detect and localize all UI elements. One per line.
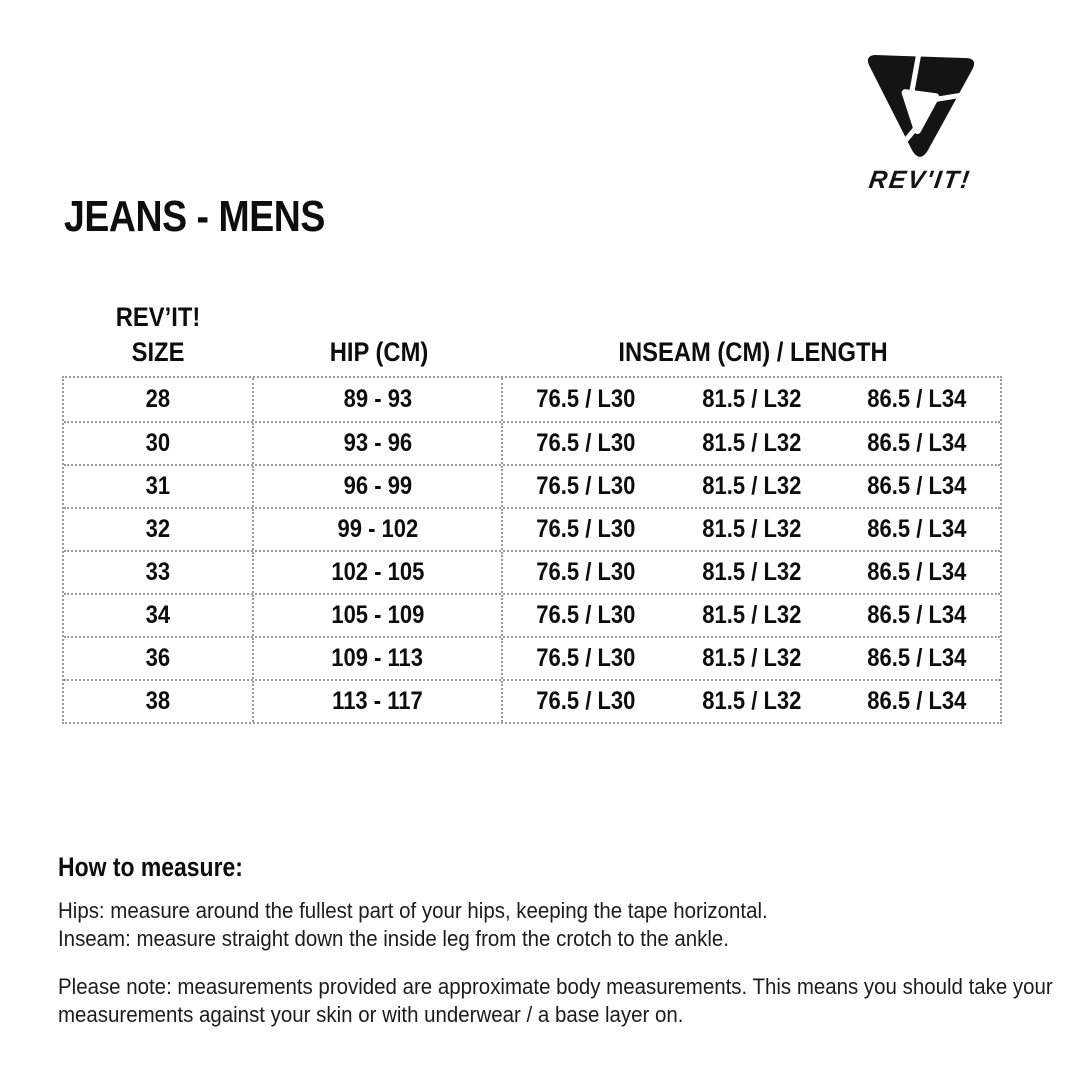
hip-cell xyxy=(254,466,503,507)
inseam-value: 76.5 / L30 xyxy=(536,385,636,413)
table-row xyxy=(64,464,1000,507)
inseam-value: 81.5 / L32 xyxy=(701,601,802,629)
note-line xyxy=(58,1001,1068,1029)
hip-value: 93 - 96 xyxy=(343,429,412,457)
hip-value: 99 - 102 xyxy=(337,515,418,543)
inseam-instruction xyxy=(58,925,1068,953)
size-cell xyxy=(64,378,254,421)
how-to-measure-heading xyxy=(58,852,1068,883)
size-value: 31 xyxy=(145,472,171,500)
table-row xyxy=(64,679,1000,722)
inseam-value: 76.5 / L30 xyxy=(536,558,636,586)
revit-wordmark: REV'IT! xyxy=(867,166,973,194)
inseam-value: 76.5 / L30 xyxy=(536,515,636,543)
hips-instruction-text: Hips: measure around the fullest part of your hips, keeping the tape horizontal. xyxy=(58,898,768,923)
hip-cell xyxy=(254,595,503,636)
inseam-value: 81.5 / L32 xyxy=(701,644,802,672)
hip-cell xyxy=(254,638,503,679)
hips-instruction xyxy=(58,897,1068,925)
size-value: 38 xyxy=(145,687,171,715)
inseam-value: 86.5 / L34 xyxy=(867,429,967,457)
inseam-cell xyxy=(503,378,1000,421)
inseam-value: 86.5 / L34 xyxy=(867,385,967,413)
size-value: 32 xyxy=(145,515,171,543)
inseam-value: 86.5 / L34 xyxy=(867,472,967,500)
revit-logo xyxy=(848,50,992,200)
revit-shield-icon xyxy=(856,52,986,164)
size-cell xyxy=(64,552,254,593)
size-table-body xyxy=(62,376,1002,724)
size-cell xyxy=(64,466,254,507)
how-to-measure-heading-text: How to measure: xyxy=(58,852,243,882)
inseam-cell xyxy=(503,466,1000,507)
inseam-value: 81.5 / L32 xyxy=(701,515,802,543)
header-hip-label: HIP (CM) xyxy=(329,337,428,367)
hip-value: 109 - 113 xyxy=(331,644,424,672)
header-size-label: SIZE xyxy=(131,337,185,367)
header-size-brand: REV’IT! xyxy=(115,302,201,332)
table-row xyxy=(64,636,1000,679)
table-row xyxy=(64,550,1000,593)
table-row xyxy=(64,378,1000,421)
table-row xyxy=(64,421,1000,464)
size-cell xyxy=(64,638,254,679)
note-line xyxy=(58,973,1068,1001)
hip-cell xyxy=(254,423,503,464)
inseam-cell xyxy=(503,509,1000,550)
inseam-cell xyxy=(503,423,1000,464)
inseam-instruction-text: Inseam: measure straight down the inside leg from the crotch to the ankle. xyxy=(58,926,729,951)
inseam-value: 76.5 / L30 xyxy=(536,472,636,500)
size-value: 36 xyxy=(145,644,171,672)
size-value: 28 xyxy=(145,385,171,413)
hip-value: 89 - 93 xyxy=(343,385,412,413)
hip-value: 105 - 109 xyxy=(331,601,424,629)
table-row xyxy=(64,593,1000,636)
size-cell xyxy=(64,509,254,550)
page-title-text: JEANS - MENS xyxy=(64,192,325,241)
header-hip-column xyxy=(254,335,503,376)
inseam-value: 86.5 / L34 xyxy=(867,601,967,629)
inseam-value: 81.5 / L32 xyxy=(701,687,802,715)
hip-cell xyxy=(254,552,503,593)
measurement-note xyxy=(58,973,1068,1029)
size-table xyxy=(62,298,1002,724)
inseam-value: 81.5 / L32 xyxy=(701,558,802,586)
table-row xyxy=(64,507,1000,550)
note-line-text: measurements against your skin or with underwear / a base layer on. xyxy=(58,1002,684,1027)
hip-value: 113 - 117 xyxy=(332,687,423,715)
hip-cell xyxy=(254,509,503,550)
size-value: 33 xyxy=(145,558,171,586)
inseam-value: 76.5 / L30 xyxy=(536,429,636,457)
hip-cell xyxy=(254,681,503,722)
page-title xyxy=(64,192,371,242)
header-inseam-column xyxy=(503,335,1002,376)
hip-value: 96 - 99 xyxy=(343,472,412,500)
inseam-cell xyxy=(503,552,1000,593)
inseam-value: 81.5 / L32 xyxy=(701,472,802,500)
inseam-value: 86.5 / L34 xyxy=(867,687,967,715)
size-cell xyxy=(64,681,254,722)
inseam-cell xyxy=(503,681,1000,722)
size-value: 30 xyxy=(145,429,171,457)
header-size-column xyxy=(62,300,254,376)
inseam-value: 81.5 / L32 xyxy=(701,429,802,457)
inseam-cell xyxy=(503,595,1000,636)
size-value: 34 xyxy=(145,601,171,629)
size-table-header xyxy=(62,298,1002,376)
size-cell xyxy=(64,595,254,636)
inseam-value: 76.5 / L30 xyxy=(536,687,636,715)
inseam-value: 81.5 / L32 xyxy=(701,385,802,413)
how-to-measure-section xyxy=(58,852,1068,1029)
inseam-value: 86.5 / L34 xyxy=(867,558,967,586)
hip-value: 102 - 105 xyxy=(331,558,424,586)
note-line-text: Please note: measurements provided are approximate body measurements. This means you should take your xyxy=(58,974,1053,999)
inseam-value: 76.5 / L30 xyxy=(536,644,636,672)
inseam-value: 86.5 / L34 xyxy=(867,644,967,672)
inseam-value: 76.5 / L30 xyxy=(536,601,636,629)
inseam-value: 86.5 / L34 xyxy=(867,515,967,543)
size-cell xyxy=(64,423,254,464)
inseam-cell xyxy=(503,638,1000,679)
header-inseam-label: INSEAM (CM) / LENGTH xyxy=(617,337,888,367)
hip-cell xyxy=(254,378,503,421)
